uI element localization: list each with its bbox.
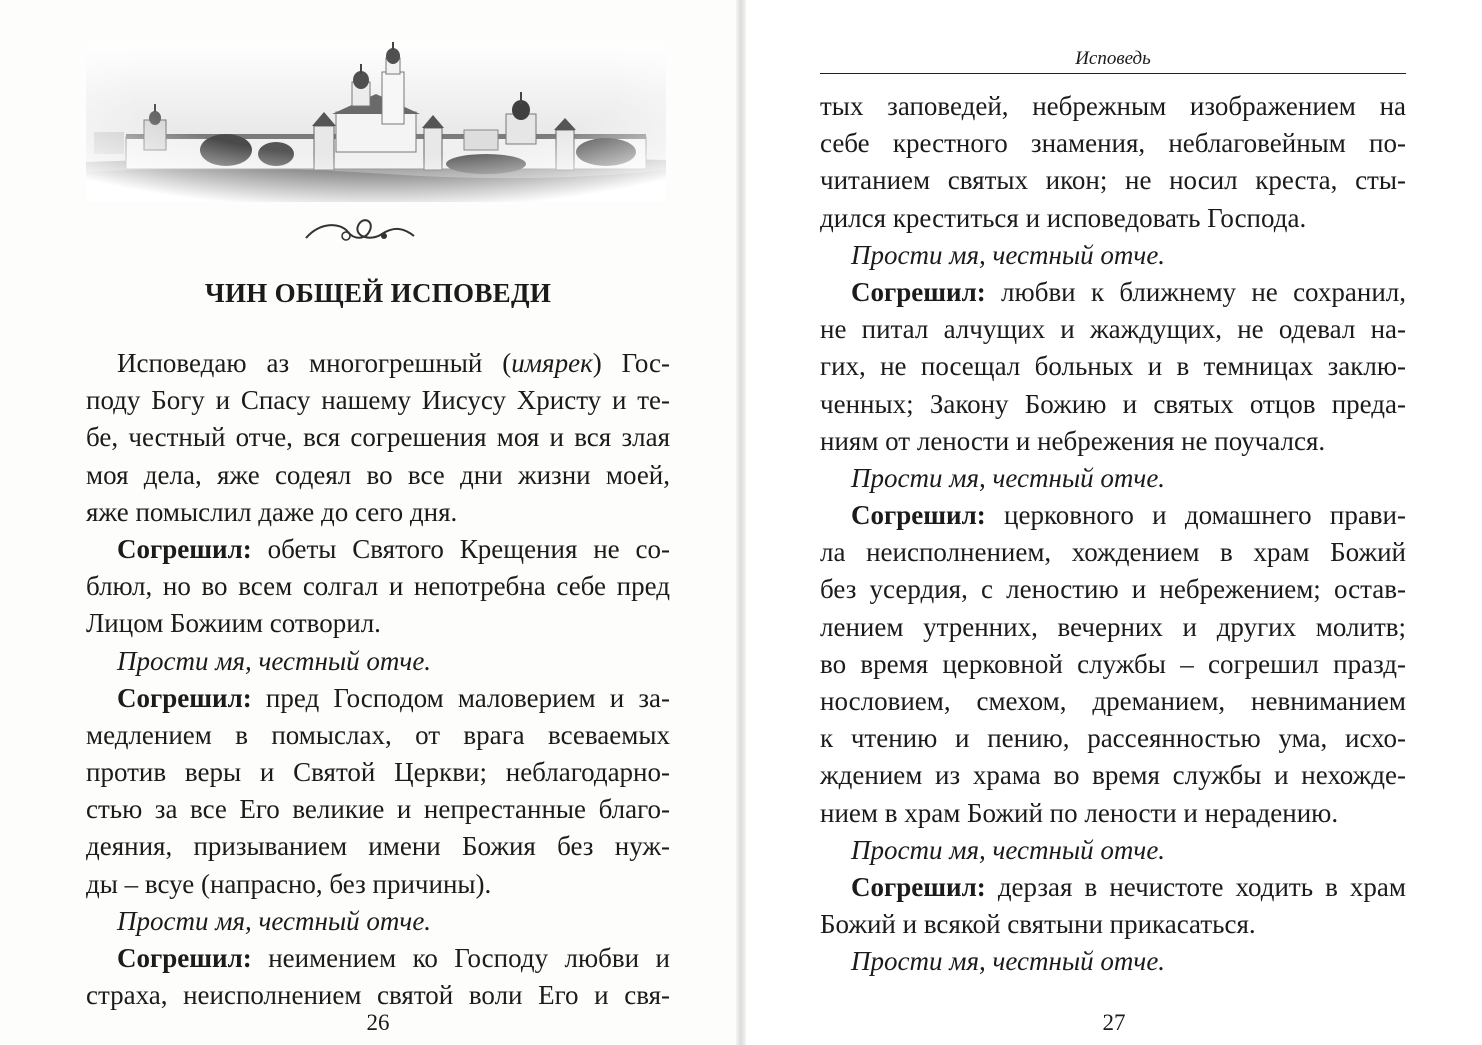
text-line: Согрешил: дерзая в нечистоте ходить в храм xyxy=(851,871,1406,902)
text-line: лением утренних, вечерних и других молитв; xyxy=(820,611,1406,642)
text-line: Согрешил: церковного и домашнего прави- xyxy=(851,500,1406,531)
text-line: Согрешил: неимением ко Господу любви и xyxy=(117,943,670,973)
text-line: против веры и Святой Церкви; неблагодарно- xyxy=(86,757,670,788)
text-line: не питал алчущих и жаждущих, не одевал на- xyxy=(820,314,1406,345)
text-line: Божий и всякой святыни прикасаться. xyxy=(820,909,1256,940)
text-line: ды – всуе (напрасно, без причины). xyxy=(86,868,492,899)
text-line: ждением из храма во время службы и нехожде- xyxy=(820,760,1406,791)
text-line: страха, неисполнением святой воли Его и свя- xyxy=(86,980,670,1011)
refrain-line: Прости мя, честный отче. xyxy=(117,905,432,936)
text-line: к чтению и пению, рассеянностью ума, исхо- xyxy=(820,723,1406,754)
text-line: Лицом Божиим сотворил. xyxy=(86,608,381,639)
sin-label: Согрешил: xyxy=(851,500,986,531)
text-line: во время церковной службы – согрешил празд- xyxy=(820,648,1406,679)
text-line: моя дела, яже содеял во все дни жизни моей, xyxy=(86,459,670,490)
text-line: поду Богу и Спасу нашему Иисусу Христу и те- xyxy=(86,385,670,416)
header-rule xyxy=(820,73,1406,74)
text-line: читанием святых икон; не носил креста, сты- xyxy=(820,165,1406,196)
text-line: дился креститься и исповедовать Господа. xyxy=(820,202,1307,233)
text-line: ниям от лености и небрежения не поучался. xyxy=(820,425,1326,456)
text-line: бе, честный отче, вся согрешения моя и вся злая xyxy=(86,422,670,453)
page-number-left: 26 xyxy=(366,1010,390,1035)
text-line: яже помыслил даже до сего дня. xyxy=(86,496,458,527)
sin-label: Согрешил: xyxy=(851,871,986,902)
page-number-right: 27 xyxy=(1102,1010,1126,1035)
text-line: блюл, но во всем солгал и непотребна себе пред xyxy=(86,571,670,602)
text-line: нословием, смехом, дреманием, невниманием xyxy=(820,686,1406,716)
text-line: Согрешил: любви к ближнему не сохранил, xyxy=(851,276,1406,307)
ornament-flourish xyxy=(300,212,420,248)
text-line: себе крестного знамения, неблаговейным по- xyxy=(820,128,1406,159)
monastery-illustration xyxy=(86,42,666,202)
running-head: Исповедь xyxy=(1075,48,1151,69)
text-line: ла неисполнением, хождением в храм Божий xyxy=(820,537,1406,568)
text-line: Согрешил: пред Господом маловерием и за- xyxy=(117,682,670,713)
text-line: тых заповедей, небрежным изображением на xyxy=(820,91,1406,121)
left-page xyxy=(0,0,740,1045)
sin-label: Согрешил: xyxy=(117,533,252,564)
chapter-title: ЧИН ОБЩЕЙ ИСПОВЕДИ xyxy=(204,278,552,308)
text-line: без усердия, с леностию и небрежением; остав- xyxy=(820,574,1406,605)
text-line: деяния, призыванием имени Божия без нуж- xyxy=(86,831,670,862)
right-page-text xyxy=(820,88,1406,981)
text-line: стью за все Его великие и непрестанные благо- xyxy=(86,794,670,825)
book-gutter xyxy=(736,0,746,1045)
text-line: ченных; Закону Божию и святых отцов преда- xyxy=(820,388,1406,419)
refrain-line: Прости мя, честный отче. xyxy=(851,946,1166,977)
sin-label: Согрешил: xyxy=(851,276,986,307)
text-line: Согрешил: обеты Святого Крещения не со- xyxy=(117,533,670,564)
text-line: медлением в помыслах, от врага всеваемых xyxy=(86,719,670,750)
sin-label: Согрешил: xyxy=(117,682,252,713)
text-line: нием в храм Божий по лености и нерадению. xyxy=(820,797,1339,828)
text-line: гих, не посещал больных и в темницах заклю- xyxy=(820,351,1406,382)
text-line: Исповедаю аз многогрешный (имярек) Гос- xyxy=(117,348,671,378)
refrain-line: Прости мя, честный отче. xyxy=(117,645,432,676)
left-page-text xyxy=(86,345,670,1014)
refrain-line: Прости мя, честный отче. xyxy=(851,834,1166,865)
refrain-line: Прости мя, честный отче. xyxy=(851,239,1166,270)
sin-label: Согрешил: xyxy=(117,943,252,973)
refrain-line: Прости мя, честный отче. xyxy=(851,462,1166,493)
